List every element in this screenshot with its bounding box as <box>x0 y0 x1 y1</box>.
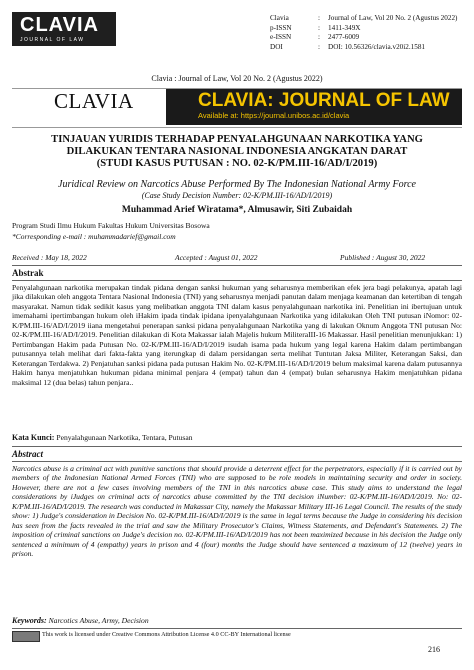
meta-key: e-ISSN <box>270 33 292 41</box>
title-line: DILAKUKAN TENTARA NASIONAL INDONESIA ANGKATAN DARAT <box>66 146 408 158</box>
abstract-body: Narcotics abuse is a criminal act with punitive sanctions that should provide a deterrent effect for the perpetrators, especially if it is carried out by members of the Indonesian National Armed Forces (TNI) who are supposed to be role models in maintaining security and order in society. However, there are not a few cases involving members of the TNI in this narcotics abuse case. This study aims to understand the legal considerations by iJudges on criminal acts of narcotics abuse committed by the TNI decision iNumber: 02-K/PM.III-16/AD/I/2019. No: 02-K/PM.III-16/AD/I/2019. The research was conducted in Makassar City, namely the Makassar Military III-16 Legal Council. The results of the study show: 1) Judge's consideration in Decision No. 02-K/PM.III-16/AD/I/2019 is the same in legal terms because the Judge in considering his decision has seen from the facts revealed in the trial and saw the Military Prosecutor's Claims, Witness Statements, and Defendant's Statements. 2) The imposition of criminal sanctions on Judge's decision no. 02-K/PM.III-16/AD/I/2019 has not been maximized because in his decision the Judge only sentenced a minimum of 4 (empathy) years in prison and 4 (four) months the Judge should have sentenced a maximum of 12 (twelve) years in prison. <box>12 464 462 559</box>
divider <box>12 280 462 281</box>
meta-value: 2477-6009 <box>328 33 360 41</box>
english-title: Juridical Review on Narcotics Abuse Performed By The Indonesian National Army Force <box>58 179 416 190</box>
page-number: 216 <box>428 645 440 654</box>
meta-row: DOI : DOI: 10.56326/clavia.v20i2.1581 <box>270 42 426 51</box>
license-text: This work is licensed under Creative Commons Attribution License 4.0 CC-BY International license <box>42 631 291 638</box>
meta-row: Clavia : Journal of Law, Vol 20 No. 2 (Agustus 2022) <box>270 14 458 22</box>
keywords <box>12 616 149 625</box>
keywords-value: Narcotics Abuse, Army, Decision <box>48 616 149 625</box>
keywords-label: Keywords: <box>12 616 47 625</box>
abstrak-heading: Abstrak <box>12 268 44 278</box>
banner-title: CLAVIA: JOURNAL OF LAW <box>198 90 450 111</box>
received-date: Received : May 18, 2022 <box>12 253 87 262</box>
title-line: TINJAUAN YURIDIS TERHADAP PENYALAHGUNAAN NARKOTIKA YANG <box>51 134 423 145</box>
affiliation: Program Studi Ilmu Hukum Fakultas Hukum Universitas Bosowa <box>12 221 210 230</box>
cc-license-badge[interactable] <box>12 631 40 642</box>
logo-sub-text: JOURNAL OF LAW <box>20 37 85 43</box>
banner-left-title: CLAVIA <box>54 89 134 113</box>
kata-kunci-label: Kata Kunci: <box>12 433 55 442</box>
divider <box>12 127 462 128</box>
published-date: Published : August 30, 2022 <box>340 253 426 262</box>
meta-key: p-ISSN <box>270 23 292 32</box>
divider <box>12 628 462 629</box>
abstract-heading: Abstract <box>12 449 44 459</box>
doi-link[interactable]: DOI: 10.56326/clavia.v20i2.1581 <box>328 42 426 51</box>
meta-value: Journal of Law, Vol 20 No. 2 (Agustus 2022) <box>328 14 458 22</box>
divider <box>12 446 462 447</box>
journal-banner <box>166 89 462 125</box>
abstrak-body: Penyalahgunaan narkotika merupakan tindak pidana dengan sanksi hukuman yang seharusnya memberikan efek jera bagi pelakunya, apatah lagi jika dilakukan oleh anggota Tentara Nasional Indonesia (TNI) yang seharusnya menjadi panutan dalam menjaga keamanan dan ketertiban di tengah masyarakat. Namun tidak sedikit kasus yang melibatkan anggota TNI dalam kasus penyalahgunaan narkotika ini. Penelitian ini ibertujuan untuk imemahami ipertimbangan hukum oleh iHakim ipada tindak ipidana ipenyalahgunaan Narkotika yang idilakukan Oleh TNI putusan iNomor: 02-K/PM.III-16/AD/I/2019 iiana mengetahui penerapan sanksi pidana penyalahgunaan Narkotika yang di lakukan Oknum Anggota TNI putusan No: 02-K/PM.III-16/AD/I/2019. Penelitian dilakukan di Kota Makassar ialah Majelis hukum MiliterаIII-16 Makassar. Hasil penelitian menunjukkan: 1) Pertimbangan Hakim pada Putusan No. 02-K/PM.III-16/AD/I/2019 isudah isama pada hukum yang legal karena Hakim dalam pertimbangan putusannya telah melihat dari fakta-fakta yang iterungkap di dalam persidangan serta melihat Tuntutan Jaksa Militer, Keterangan Saksi, dan Keterangan Terdakwa. 2) Penjatuhan sanksi pidana pada putusan Hakim No. 02-K/PM.III-16/AD/I/2019 belum maksimal karena dalam putusannya Hakim hanya menjatuhkan hukuman pidana minimal penjara 4 (empat) tahun dan 4 (empat) bulan seharusnya Hakim menjatuhkan pidana maksimal 12 (dua belas) tahun penjara.. <box>12 283 462 387</box>
article-title <box>12 134 462 171</box>
journal-logo <box>12 12 116 46</box>
banner-url-link[interactable]: Available at: https://journal.unibos.ac.id/clavia <box>198 111 350 120</box>
journal-meta <box>270 14 457 52</box>
meta-row: e-ISSN : 2477-6009 <box>270 33 360 41</box>
author-list: Muhammad Arief Wiratama*, Almusawir, Siti Zubaidah <box>121 205 353 215</box>
english-subtitle: (Case Study Decision Number: 02-K/PM.III-16/AD/I/2019) <box>141 191 333 200</box>
accepted-date: Accepted : August 01, 2022 <box>175 253 258 262</box>
meta-key: DOI <box>270 42 283 51</box>
corresponding-email[interactable]: *Corresponding e-mail : muhammadarief@gmail.com <box>12 232 176 241</box>
divider <box>12 461 462 462</box>
meta-row: p-ISSN : 1411-349X <box>270 23 361 32</box>
title-line: (STUDI KASUS PUTUSAN : NO. 02-K/PM.III-16/AD/I/2019) <box>96 158 378 170</box>
meta-value: 1411-349X <box>328 23 361 32</box>
divider <box>12 265 462 266</box>
kata-kunci-value: Penyalahgunaan Narkotika, Tentara, Putusan <box>56 433 193 442</box>
citation-line: Clavia : Journal of Law, Vol 20 No. 2 (Agustus 2022) <box>151 74 323 83</box>
logo-main-text: CLAVIA <box>20 14 99 36</box>
kata-kunci <box>12 433 193 442</box>
meta-key: Clavia <box>270 14 289 22</box>
